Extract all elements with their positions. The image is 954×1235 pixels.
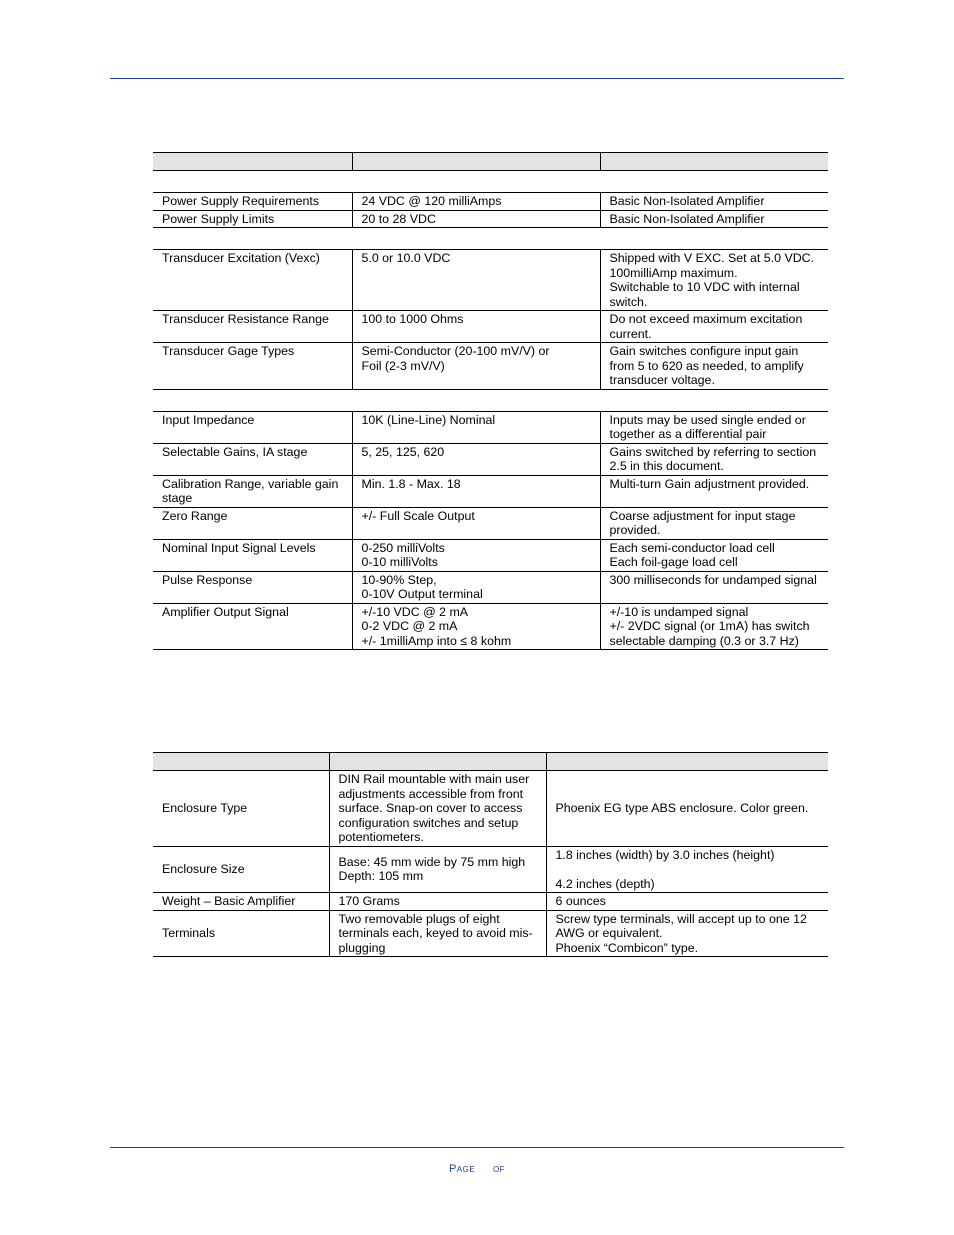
value-cell-line: 100 to 1000 Ohms <box>361 312 464 326</box>
notes-cell-line: 100milliAmp maximum. <box>609 265 738 280</box>
section-separator-row-cell <box>153 171 352 193</box>
value-cell-line: 0-2 VDC @ 2 mA <box>361 619 458 633</box>
value-cell <box>329 771 546 847</box>
section-separator-row <box>153 228 828 250</box>
value-cell-line: Two removable plugs of eight <box>338 911 500 926</box>
table-row <box>153 771 828 847</box>
notes-cell <box>600 343 828 390</box>
value-cell-line: Depth: 105 mm <box>338 869 424 884</box>
value-cell-line: Semi-Conductor (20-100 mV/V) or <box>361 344 550 358</box>
value-cell <box>329 910 546 957</box>
parameter-cell-line: Selectable Gains, IA stage <box>162 444 308 459</box>
value-cell-line: +/- Full Scale Output <box>361 508 475 523</box>
section-separator-row-cell <box>153 389 352 411</box>
notes-cell-line: Gains switched by referring to section <box>609 444 817 459</box>
notes-cell-line <box>556 862 823 877</box>
value-cell <box>329 846 546 893</box>
notes-cell-line: Shipped with V EXC. Set at 5.0 VDC. <box>609 251 815 265</box>
parameter-cell <box>153 571 352 603</box>
notes-cell-line: Basic Non-Isolated Amplifier <box>609 194 765 208</box>
notes-cell <box>600 539 828 571</box>
parameter-cell-line: Transducer Resistance Range <box>162 312 329 326</box>
value-cell <box>352 443 600 475</box>
parameter-cell-line: Power Supply Requirements <box>162 194 320 208</box>
parameter-cell <box>153 893 329 911</box>
notes-cell-line: 2.5 in this document. <box>609 459 724 473</box>
section-separator-row-cell <box>600 389 828 411</box>
notes-cell <box>546 846 828 893</box>
notes-cell-line: provided. <box>609 523 661 537</box>
header-rule <box>110 78 844 79</box>
parameter-cell-line: Zero Range <box>162 508 228 523</box>
table-header-row-cell <box>600 153 828 171</box>
parameter-cell <box>153 193 352 211</box>
notes-cell-line: Multi-turn Gain adjustment provided. <box>609 476 810 491</box>
notes-cell-line: Phoenix “Combicon” type. <box>555 940 699 955</box>
notes-cell <box>600 311 828 343</box>
value-cell-line: +/-10 VDC @ 2 mA <box>361 604 469 619</box>
table-header-row-cell <box>153 153 352 171</box>
notes-cell <box>600 603 828 650</box>
notes-cell <box>546 893 828 911</box>
table-header-row <box>153 753 828 771</box>
parameter-cell <box>153 771 329 847</box>
parameter-cell <box>153 475 352 507</box>
parameter-cell-line: Weight – Basic Amplifier <box>162 894 296 908</box>
parameter-cell <box>153 411 352 443</box>
notes-cell-line: Each semi-conductor load cell <box>609 540 775 555</box>
table-row <box>153 411 828 443</box>
notes-cell-line: from 5 to 620 as needed, to amplify <box>609 358 804 373</box>
value-cell-line: 24 VDC @ 120 milliAmps <box>361 194 502 208</box>
table-header-row-cell <box>546 753 828 771</box>
value-cell-line: 0-250 milliVolts <box>361 540 445 555</box>
parameter-cell-line: Enclosure Type <box>162 801 248 815</box>
parameter-cell-line: Terminals <box>162 926 216 940</box>
table-row <box>153 250 828 311</box>
page-footer <box>0 1163 954 1175</box>
notes-cell-line: Each foil-gage load cell <box>609 555 738 569</box>
table-row <box>153 910 828 957</box>
notes-cell-line: 4.2 inches (depth) <box>555 876 655 891</box>
value-cell-line: 0-10V Output terminal <box>361 587 483 601</box>
table-row <box>153 603 828 650</box>
value-cell-line: terminals each, keyed to avoid mis- <box>338 926 533 940</box>
notes-cell-line: +/- 2VDC signal (or 1mA) has switch <box>609 619 810 633</box>
value-cell <box>352 603 600 650</box>
table-row <box>153 475 828 507</box>
parameter-cell <box>153 311 352 343</box>
notes-cell-line: current. <box>609 326 652 341</box>
notes-cell-line: Inputs may be used single ended or <box>609 412 806 427</box>
notes-cell <box>546 910 828 957</box>
value-cell-line: Base: 45 mm wide by 75 mm high <box>338 854 526 869</box>
table-row <box>153 539 828 571</box>
table-header-row-cell <box>329 753 546 771</box>
value-cell <box>352 571 600 603</box>
value-cell-line: surface. Snap-on cover to access <box>338 801 523 815</box>
table-row <box>153 443 828 475</box>
notes-cell <box>600 443 828 475</box>
value-cell <box>352 539 600 571</box>
notes-cell <box>600 210 828 228</box>
notes-cell-line: Switchable to 10 VDC with internal <box>609 280 800 294</box>
parameter-cell-line: Input Impedance <box>162 412 255 427</box>
parameter-cell <box>153 210 352 228</box>
table-header-row-cell <box>352 153 600 171</box>
parameter-cell <box>153 603 352 650</box>
value-cell <box>352 210 600 228</box>
parameter-cell-line: Nominal Input Signal Levels <box>162 540 316 555</box>
notes-cell-line: Phoenix EG type ABS enclosure. Color green. <box>555 801 809 815</box>
of-label: of <box>492 1163 506 1175</box>
table-row <box>153 343 828 390</box>
value-cell <box>352 507 600 539</box>
parameter-cell <box>153 250 352 311</box>
value-cell <box>352 475 600 507</box>
notes-cell-line: 300 milliseconds for undamped signal <box>609 572 817 587</box>
notes-cell-line: Gain switches configure input gain <box>609 344 799 358</box>
notes-cell-line: Screw type terminals, will accept up to one 12 <box>555 911 807 926</box>
section-separator-row-cell <box>352 171 600 193</box>
table-row <box>153 571 828 603</box>
notes-cell <box>546 771 828 847</box>
value-cell-line: Foil (2-3 mV/V) <box>361 358 445 373</box>
notes-cell-line: switch. <box>609 294 648 309</box>
parameter-cell-line: Power Supply Limits <box>162 211 275 226</box>
value-cell-line: potentiometers. <box>338 830 424 844</box>
value-cell-line: 10-90% Step, <box>361 572 437 587</box>
parameter-cell <box>153 846 329 893</box>
value-cell-line: DIN Rail mountable with main user <box>338 772 530 786</box>
notes-cell-line: Coarse adjustment for input stage <box>609 508 796 523</box>
mechanical-spec-table <box>153 752 828 957</box>
parameter-cell-line: Transducer Gage Types <box>162 344 295 358</box>
value-cell-line: 20 to 28 VDC <box>361 211 436 226</box>
notes-cell <box>600 193 828 211</box>
section-separator-row <box>153 171 828 193</box>
table-row <box>153 311 828 343</box>
notes-cell-line: Basic Non-Isolated Amplifier <box>609 211 765 226</box>
value-cell-line: 170 Grams <box>338 894 400 908</box>
parameter-cell <box>153 910 329 957</box>
notes-cell-line: 6 ounces <box>555 894 606 908</box>
value-cell <box>352 311 600 343</box>
notes-cell-line: AWG or equivalent. <box>555 926 663 940</box>
parameter-cell-line: Amplifier Output Signal <box>162 604 289 619</box>
value-cell <box>352 193 600 211</box>
parameter-cell <box>153 507 352 539</box>
table-row <box>153 893 828 911</box>
section-separator-row-cell <box>153 228 352 250</box>
value-cell-line: adjustments accessible from front <box>338 786 524 801</box>
notes-cell <box>600 507 828 539</box>
notes-cell-line: 1.8 inches (width) by 3.0 inches (height) <box>555 847 775 862</box>
section-separator-row-cell <box>352 389 600 411</box>
value-cell-line: configuration switches and setup <box>338 815 519 830</box>
notes-cell-line: +/-10 is undamped signal <box>609 604 749 619</box>
table-row <box>153 210 828 228</box>
value-cell-line: 5.0 or 10.0 VDC <box>361 251 451 265</box>
electrical-spec-table <box>153 152 828 650</box>
section-separator-row-cell <box>600 228 828 250</box>
notes-cell <box>600 250 828 311</box>
notes-cell-line: selectable damping (0.3 or 3.7 Hz) <box>609 633 799 648</box>
value-cell <box>352 343 600 390</box>
notes-cell <box>600 571 828 603</box>
page-label: Page <box>448 1163 476 1175</box>
value-cell <box>352 411 600 443</box>
parameter-cell <box>153 443 352 475</box>
notes-cell-line: together as a differential pair <box>609 427 767 441</box>
notes-cell <box>600 411 828 443</box>
value-cell <box>329 893 546 911</box>
notes-cell-line: transducer voltage. <box>609 373 715 387</box>
table-row <box>153 846 828 893</box>
notes-cell-line: Do not exceed maximum excitation <box>609 312 803 326</box>
table-header-row <box>153 153 828 171</box>
section-separator-row-cell <box>352 228 600 250</box>
value-cell <box>352 250 600 311</box>
table-row <box>153 507 828 539</box>
parameter-cell <box>153 343 352 390</box>
value-cell-line: plugging <box>338 940 386 955</box>
parameter-cell <box>153 539 352 571</box>
value-cell-line: Min. 1.8 - Max. 18 <box>361 476 461 491</box>
parameter-cell-line: Transducer Excitation (Vexc) <box>162 251 320 265</box>
footer-rule <box>110 1147 844 1148</box>
value-cell-line: 5, 25, 125, 620 <box>361 444 445 459</box>
value-cell-line: 10K (Line-Line) Nominal <box>361 412 496 427</box>
parameter-cell-line: Pulse Response <box>162 572 253 587</box>
table-header-row-cell <box>153 753 329 771</box>
parameter-cell-line: Calibration Range, variable gain stage <box>162 476 339 505</box>
table-row <box>153 193 828 211</box>
notes-cell <box>600 475 828 507</box>
value-cell-line: 0-10 milliVolts <box>361 555 438 569</box>
section-separator-row <box>153 389 828 411</box>
section-separator-row-cell <box>600 171 828 193</box>
value-cell-line: +/- 1milliAmp into ≤ 8 kohm <box>361 633 512 648</box>
parameter-cell-line: Enclosure Size <box>162 862 245 876</box>
